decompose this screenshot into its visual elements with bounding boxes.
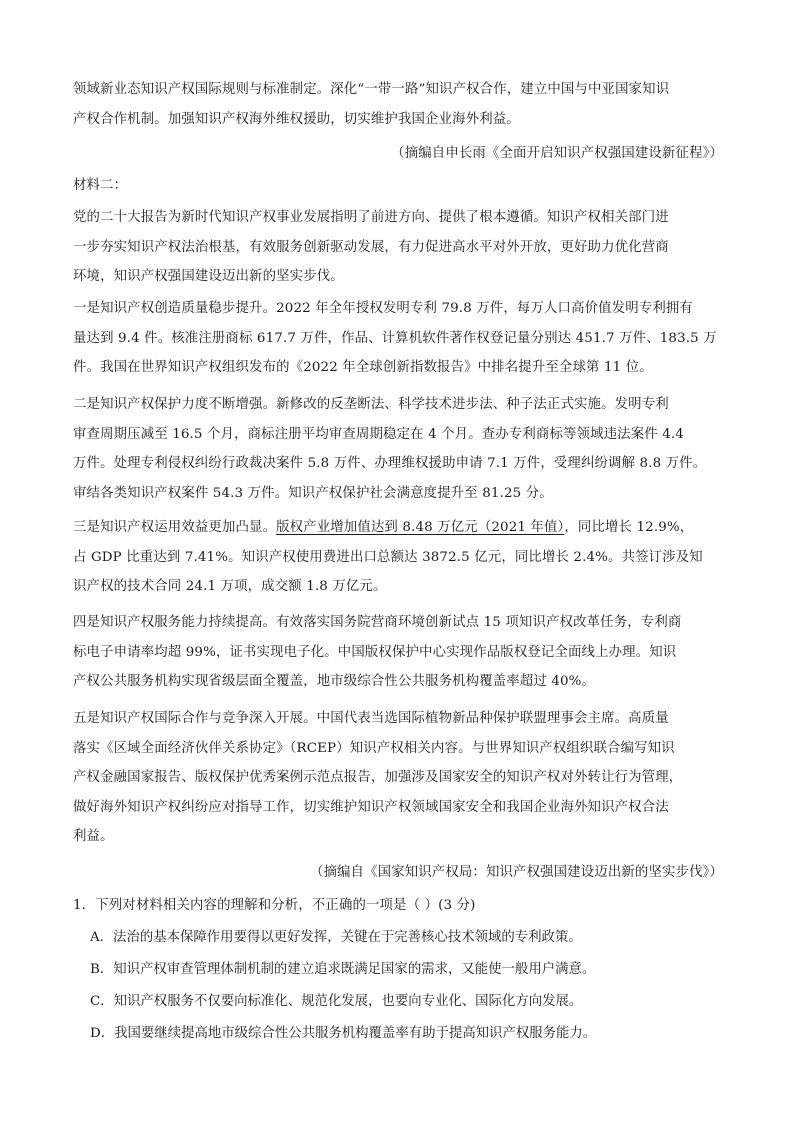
text-line: 审查周期压减至 16.5 个月，商标注册平均审查周期稳定在 4 个月。查办专利商标等领域违法案件 4.4 bbox=[73, 426, 684, 442]
text-line: 领域新业态知识产权国际规则与标准制定。深化“一带一路”知识产权合作，建立中国与中亚国家知识 bbox=[73, 82, 670, 97]
paragraph-utilization bbox=[73, 513, 723, 602]
paragraph-intro bbox=[73, 203, 723, 292]
text-line: 量达到 9.4 件。核准注册商标 617.7 万件，作品、计算机软件著作权登记量分别达 451.7 万件、183.5 万 bbox=[73, 330, 717, 346]
option-c[interactable]: C．知识产权服务不仅要向标准化、规范化发展，也要向专业化、国际化方向发展。 bbox=[90, 994, 583, 1009]
text-line: 产权合作机制。加强知识产权海外维权援助，切实维护我国企业海外利益。 bbox=[73, 111, 520, 127]
text-line: 占 GDP 比重达到 7.41%。知识产权使用费进出口总额达 3872.5 亿元，同比增长 2.4%。共签订涉及知 bbox=[73, 549, 703, 565]
material-heading: 材料二： bbox=[73, 178, 128, 193]
text-line: 万件。处理专利侵权纠纷行政裁决案件 5.8 万件、办理维权援助申请 7.1 万件，受理纠纷调解 8.8 万件。 bbox=[73, 456, 707, 471]
text-line: 产权公共服务机构实现省级层面全覆盖，地市级综合性公共服务机构覆盖率超过 40%。 bbox=[73, 674, 596, 689]
source-citation-1: （摘编自申长雨《全面开启知识产权强国建设新征程》） bbox=[391, 146, 723, 161]
option-b[interactable]: B．知识产权审查管理体制机制的建立追求既满足国家的需求，又能使一般用户满意。 bbox=[90, 962, 596, 977]
text-line: 识产权的技术合同 24.1 万项，成交额 1.8 万亿元。 bbox=[73, 579, 387, 594]
text-line: 件。我国在世界知识产权组织发布的《2022 年全球创新指数报告》中排名提升至全球第 11 位。 bbox=[73, 360, 653, 375]
paragraph-international bbox=[73, 704, 723, 852]
text-line: 五是知识产权国际合作与竞争深入开展。中国代表当选国际植物新品种保护联盟理事会主席。高质量 bbox=[73, 711, 669, 726]
text-line: 一步夯实知识产权法治根基，有效服务创新驱动发展，有力促进高水平对外开放，更好助力优化营商 bbox=[73, 239, 669, 255]
source-citation-2: （摘编自《国家知识产权局：知识产权强国建设迈出新的坚实步伐》） bbox=[309, 865, 723, 880]
text-line: 二是知识产权保护力度不断增强。新修改的反垄断法、科学技术进步法、种子法正式实施。发明专利 bbox=[73, 397, 669, 412]
text-line: 党的二十大报告为新时代知识产权事业发展指明了前进方向、提供了根本遵循。知识产权相关部门进 bbox=[73, 210, 669, 225]
text-line: 一是知识产权创造质量稳步提升。2022 年全年授权发明专利 79.8 万件，每万人口高价值发明专利拥有 bbox=[73, 301, 693, 316]
text-line: 环境，知识产权强国建设迈出新的坚实步伐。 bbox=[73, 269, 344, 284]
text-line: 标电子申请率均超 99%，证书实现电子化。中国版权保护中心实现作品版权登记全面线上办理。知识 bbox=[73, 644, 677, 660]
underlined-phrase: 版权产业增加值达到 8.48 万亿元（2021 年值） bbox=[276, 520, 565, 535]
paragraph-creation bbox=[73, 294, 723, 383]
paragraph-protection bbox=[73, 390, 723, 508]
text-line: 做好海外知识产权纠纷应对指导工作，切实维护知识产权领域国家安全和我国企业海外知识产权合法 bbox=[73, 799, 669, 815]
option-a[interactable]: A．法治的基本保障作用要得以更好发挥，关键在于完善核心技术领域的专利政策。 bbox=[90, 930, 582, 945]
text-line: 三是知识产权运用效益更加凸显。版权产业增加值达到 8.48 万亿元（2021 年值），同比增长 12.9%， bbox=[73, 520, 694, 535]
text-line: 四是知识产权服务能力持续提高。有效落实国务院营商环境创新试点 15 项知识产权改革任务，专利商 bbox=[73, 615, 682, 630]
text-line: 落实《区域全面经济伙伴关系协定》（RCEP）知识产权相关内容。与世界知识产权组织联合编写知识 bbox=[73, 740, 675, 756]
intro-paragraph bbox=[73, 75, 723, 134]
option-d[interactable]: D．我国要继续提高地市级综合性公共服务机构覆盖率有助于提高知识产权服务能力。 bbox=[90, 1026, 597, 1041]
question-stem: 1．下列对材料相关内容的理解和分析，不正确的一项是（ ）(3 分) bbox=[73, 898, 476, 913]
text-line: 利益。 bbox=[73, 829, 114, 844]
text-line: 产权金融国家报告、版权保护优秀案例示范点报告，加强涉及国家安全的知识产权对外转让行为管理， bbox=[73, 770, 683, 785]
text-line: 审结各类知识产权案件 54.3 万件。知识产权保护社会满意度提升至 81.25 分。 bbox=[73, 485, 553, 501]
paragraph-service bbox=[73, 608, 723, 697]
